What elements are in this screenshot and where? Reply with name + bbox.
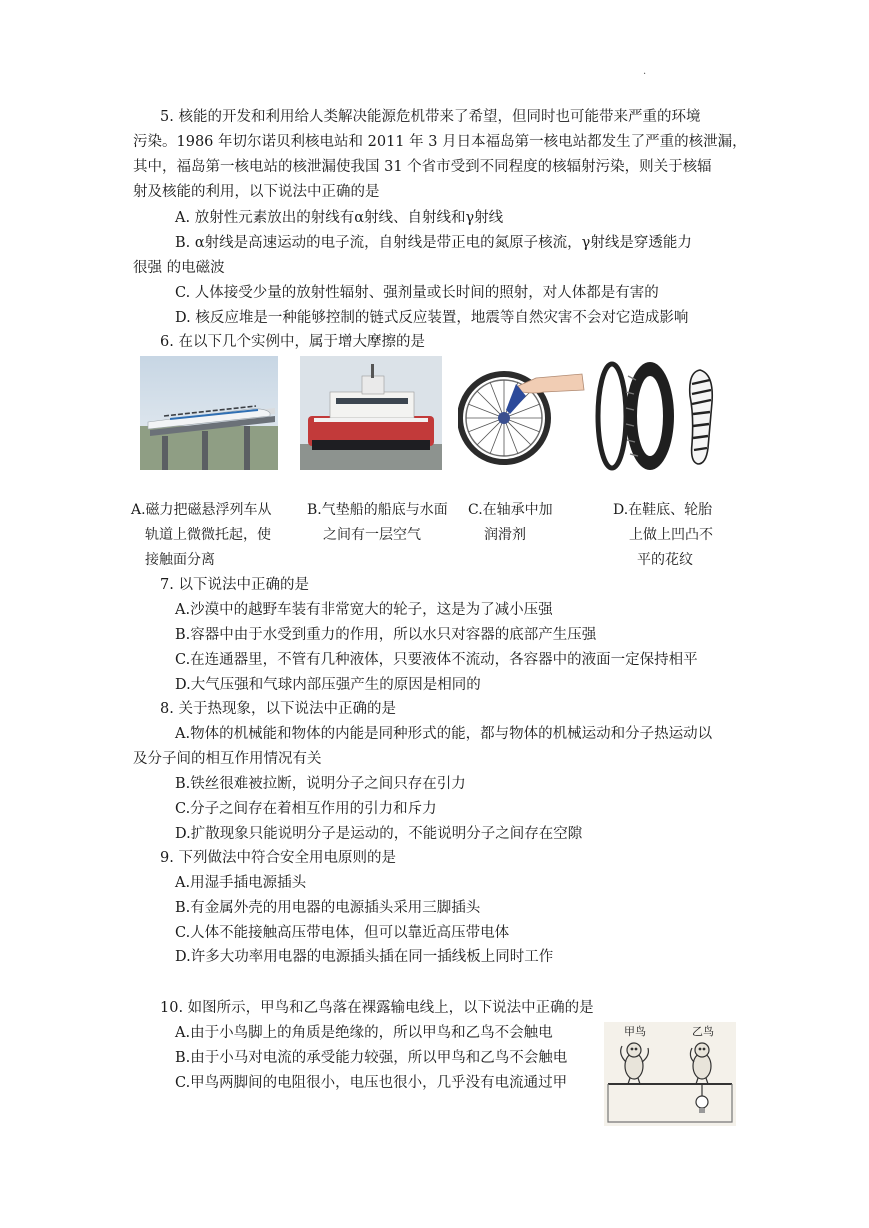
q6-d-caption-line2: 上做上凹凸不 xyxy=(629,527,713,543)
q7-option-a: A.沙漠中的越野车装有非常宽大的轮子，这是为了减小压强 xyxy=(175,602,553,618)
q6-a-caption-line3: 接触面分离 xyxy=(145,552,215,568)
bicycle-wheel-oiling-image xyxy=(458,356,586,474)
q10-option-c: C.甲鸟两脚间的电阻很小，电压也很小，几乎没有电流通过甲 xyxy=(175,1075,568,1091)
q5-option-b-line1: B. α射线是高速运动的电子流，自射线是带正电的氮原子核流，γ射线是穿透能力 xyxy=(175,235,692,251)
tire-and-shoe-sole-image xyxy=(594,356,722,474)
q5-stem-line1: 5. 核能的开发和利用给人类解决能源危机带来了希望，但同时也可能带来严重的环境 xyxy=(160,109,701,125)
q6-option-c-caption xyxy=(468,498,553,548)
q7-option-d: D.大气压强和气球内部压强产生的原因是相同的 xyxy=(175,677,481,693)
q8-option-b: B.铁丝很难被拉断，说明分子之间只存在引力 xyxy=(175,776,466,792)
q5-option-a: A. 放射性元素放出的射线有α射线、自射线和γ射线 xyxy=(175,210,504,226)
q6-option-d-caption xyxy=(613,498,713,573)
q8-stem: 8. 关于热现象，以下说法中正确的是 xyxy=(160,701,396,717)
q9-option-d: D.许多大功率用电器的电源插头插在同一插线板上同时工作 xyxy=(175,949,554,965)
q6-b-caption-line2: 之间有一层空气 xyxy=(323,527,421,543)
q6-d-caption-line3: 平的花纹 xyxy=(637,552,693,568)
q10-option-a: A.由于小鸟脚上的角质是绝缘的，所以甲鸟和乙鸟不会触电 xyxy=(175,1025,553,1041)
q5-stem-line4: 射及核能的利用，以下说法中正确的是 xyxy=(133,184,380,200)
q7-option-b: B.容器中由于水受到重力的作用，所以水只对容器的底部产生压强 xyxy=(175,627,597,643)
q6-b-caption-line1: B.气垫船的船底与水面 xyxy=(307,502,448,518)
q6-c-caption-line1: C.在轴承中加 xyxy=(468,502,553,518)
q9-option-c: C.人体不能接触高压带电体，但可以靠近高压带电体 xyxy=(175,925,510,941)
q9-stem: 9. 下列做法中符合安全用电原则的是 xyxy=(160,850,396,866)
q6-option-b-caption xyxy=(307,498,448,548)
hovercraft-image xyxy=(300,356,442,470)
q8-option-c: C.分子之间存在着相互作用的引力和斥力 xyxy=(175,801,437,817)
q5-stem-line3: 其中，福岛第一核电站的核泄漏使我国 31 个省市受到不同程度的核辐射污染，则关于核辐 xyxy=(133,159,712,175)
q8-option-a-line1: A.物体的机械能和物体的内能是同种形式的能，都与物体的机械运动和分子热运动以 xyxy=(175,726,713,742)
q5-option-b-line2: 很强 的电磁波 xyxy=(133,260,225,276)
q6-c-caption-line2: 润滑剂 xyxy=(484,527,526,543)
q8-option-d: D.扩散现象只能说明分子是运动的，不能说明分子之间存在空隙 xyxy=(175,826,583,842)
q6-a-caption-line1: A.磁力把磁悬浮列车从 xyxy=(131,502,272,518)
maglev-train-image xyxy=(140,356,278,470)
q5-option-d: D. 核反应堆是一种能够控制的链式反应装置，地震等自然灾害不会对它造成影响 xyxy=(175,310,689,326)
q10-stem: 10. 如图所示，甲鸟和乙鸟落在裸露输电线上，以下说法中正确的是 xyxy=(160,1000,594,1016)
bird-jia-label: 甲鸟 xyxy=(624,1025,646,1038)
birds-on-wire-figure xyxy=(604,1022,736,1126)
q10-option-b: B.由于小马对电流的承受能力较强，所以甲鸟和乙鸟不会触电 xyxy=(175,1050,568,1066)
q6-d-caption-line1: D.在鞋底、轮胎 xyxy=(613,502,713,518)
q7-stem: 7. 以下说法中正确的是 xyxy=(160,577,309,593)
q6-stem: 6. 在以下几个实例中，属于增大摩擦的是 xyxy=(160,334,425,350)
q6-option-a-caption xyxy=(131,498,272,573)
q9-option-b: B.有金属外壳的用电器的电源插头采用三脚插头 xyxy=(175,900,481,916)
q7-option-c: C.在连通器里，不管有几种液体，只要液体不流动，各容器中的液面一定保持相平 xyxy=(175,652,698,668)
page-mark: . xyxy=(643,66,647,77)
q8-option-a-line2: 及分子间的相互作用情况有关 xyxy=(133,751,322,767)
q6-a-caption-line2: 轨道上微微托起，使 xyxy=(145,527,271,543)
bird-yi-label: 乙鸟 xyxy=(692,1025,714,1038)
q5-stem-line2: 污染。1986 年切尔诺贝利核电站和 2011 年 3 月日本福岛第一核电站都发生了严重的核泄漏， xyxy=(133,134,747,150)
q9-option-a: A.用湿手插电源插头 xyxy=(175,875,307,891)
q5-option-c: C. 人体接受少量的放射性辐射、强剂量或长时间的照射，对人体都是有害的 xyxy=(175,285,659,301)
